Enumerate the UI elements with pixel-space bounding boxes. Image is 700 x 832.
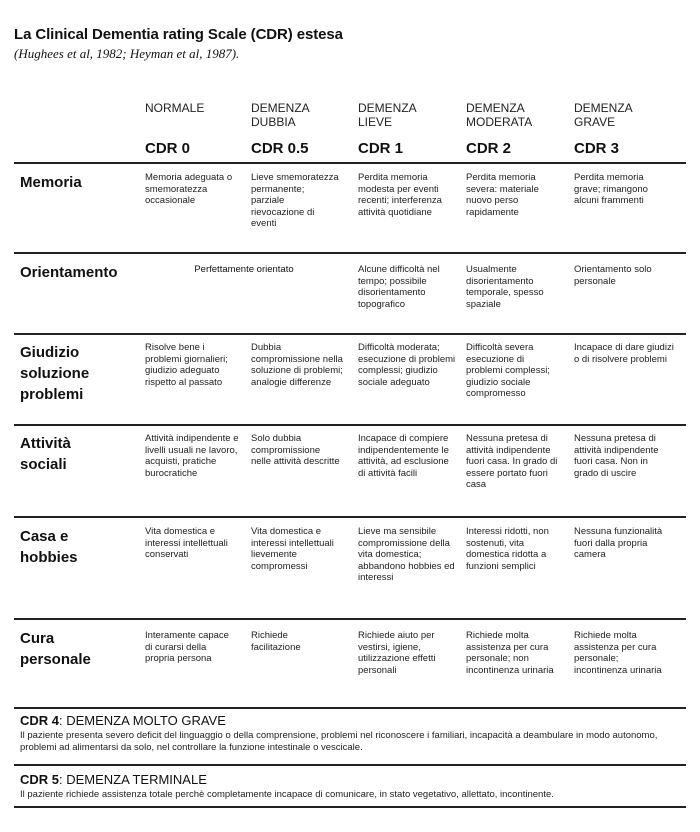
- table-cell: Usualmente disorientamento temporale, spesso spaziale: [466, 264, 544, 310]
- table-cell: Vita domestica e interessi intellettuali conservati: [145, 526, 228, 561]
- row-label-giudizio: Giudizio soluzione problemi: [20, 344, 90, 403]
- divider: [14, 252, 686, 254]
- table-cell: Nessuna funzionalità fuori dalla propria camera: [574, 526, 663, 561]
- stage-label: : DEMENZA TERMINALE: [59, 772, 207, 787]
- extra-stage-title: [20, 772, 207, 787]
- table-cell: Solo dubbia compromissione nelle attività descritte: [251, 433, 340, 468]
- column-header: NORMALE: [145, 101, 205, 115]
- table-cell: Perdita memoria severa: materiale nuovo perso rapidamente: [466, 172, 539, 218]
- extra-stage-title: [20, 713, 226, 728]
- table-cell: Perdita memoria modesta per eventi recenti; interferenza attività quotidiane: [358, 172, 442, 218]
- table-cell: Orientamento solo personale: [574, 264, 652, 287]
- table-cell: Attività indipendente e livelli usuali ne lavoro, acquisti, pratiche burocratiche: [145, 433, 239, 479]
- table-cell: Richiede molta assistenza per cura personale; non incontinenza urinaria: [466, 630, 554, 676]
- merged-cell: Perfettamente orientato: [194, 264, 294, 275]
- column-header: DEMENZA DUBBIA: [251, 101, 310, 129]
- table-cell: Richiede facilitazione: [251, 630, 301, 653]
- divider: [14, 424, 686, 426]
- stage-label: : DEMENZA MOLTO GRAVE: [59, 713, 226, 728]
- page-title: La Clinical Dementia rating Scale (CDR) estesa: [14, 26, 343, 43]
- divider: [14, 764, 686, 766]
- table-cell: Difficoltà moderata; esecuzione di problemi complessi; giudizio sociale adeguato: [358, 342, 456, 388]
- stage-description: Il paziente richiede assistenza totale perchè completamente incapace di comunicare, in stato vegetativo, allettato, incontinente.: [20, 789, 554, 800]
- row-label-cura-personale: Cura personale: [20, 630, 91, 668]
- divider: [14, 162, 686, 164]
- cdr-score: CDR 0: [145, 140, 191, 157]
- row-label-orientamento: Orientamento: [20, 264, 118, 281]
- table-cell: Richiede molta assistenza per cura personale; incontinenza urinaria: [574, 630, 662, 676]
- cdr-score: CDR 3: [574, 140, 620, 157]
- column-header: DEMENZA GRAVE: [574, 101, 633, 129]
- divider: [14, 618, 686, 620]
- table-cell: Interamente capace di curarsi della propria persona: [145, 630, 229, 665]
- table-cell: Nessuna pretesa di attività indipendente fuori casa. Non in grado di uscire: [574, 433, 659, 479]
- citation: (Hughees et al, 1982; Heyman et al, 1987).: [14, 46, 240, 61]
- row-label-memoria: Memoria: [20, 174, 82, 191]
- table-cell: Richiede aiuto per vestirsi, igiene, utilizzazione effetti personali: [358, 630, 436, 676]
- divider: [14, 707, 686, 709]
- table-cell: Perdita memoria grave; rimangono alcuni frammenti: [574, 172, 648, 207]
- table-cell: Vita domestica e interessi intellettuali lievemente compromessi: [251, 526, 334, 572]
- cdr-score: CDR 1: [358, 140, 404, 157]
- table-cell: Dubbia compromissione nella soluzione di problemi; analogie differenze: [251, 342, 343, 388]
- divider: [14, 333, 686, 335]
- row-label-attivita-sociali: Attività sociali: [20, 435, 71, 473]
- table-cell: Risolve bene i problemi giornalieri; giudizio adeguato rispetto al passato: [145, 342, 228, 388]
- table-cell: Lieve smemoratezza permanente; parziale rievocazione di eventi: [251, 172, 339, 230]
- table-cell: Interessi ridotti, non sostenuti, vita domestica ridotta a funzioni semplici: [466, 526, 549, 572]
- stage-code: CDR 4: [20, 713, 60, 728]
- table-cell: Incapace di dare giudizi o di risolvere problemi: [574, 342, 674, 365]
- table-cell: Difficoltà severa esecuzione di problemi complessi; giudizio sociale compromesso: [466, 342, 550, 400]
- divider: [14, 806, 686, 808]
- stage-code: CDR 5: [20, 772, 60, 787]
- cdr-score: CDR 2: [466, 140, 512, 157]
- table-cell: Alcune difficoltà nel tempo; possibile disorientamento topografico: [358, 264, 440, 310]
- table-cell: Lieve ma sensibile compromissione della vita domestica; abbandono hobbies ed interessi: [358, 526, 455, 584]
- column-header: DEMENZA MODERATA: [466, 101, 533, 129]
- table-cell: Memoria adeguata o smemoratezza occasionale: [145, 172, 233, 207]
- divider: [14, 516, 686, 518]
- stage-description: Il paziente presenta severo deficit del linguaggio o della comprensione, problemi nel riconoscere i familiari, incapacità a deambulare in modo autonomo, problemi ad alimentarsi da solo, nel controllare la funzione intestinale o vescicale.: [20, 730, 658, 753]
- row-label-casa-hobbies: Casa e hobbies: [20, 528, 78, 566]
- cdr-score: CDR 0.5: [251, 140, 309, 157]
- table-cell: Incapace di compiere indipendentemente le attività, ad esclusione di attività facili: [358, 433, 449, 479]
- column-header: DEMENZA LIEVE: [358, 101, 417, 129]
- table-cell: Nessuna pretesa di attività indipendente fuori casa. In grado di essere portato fuori casa: [466, 433, 558, 491]
